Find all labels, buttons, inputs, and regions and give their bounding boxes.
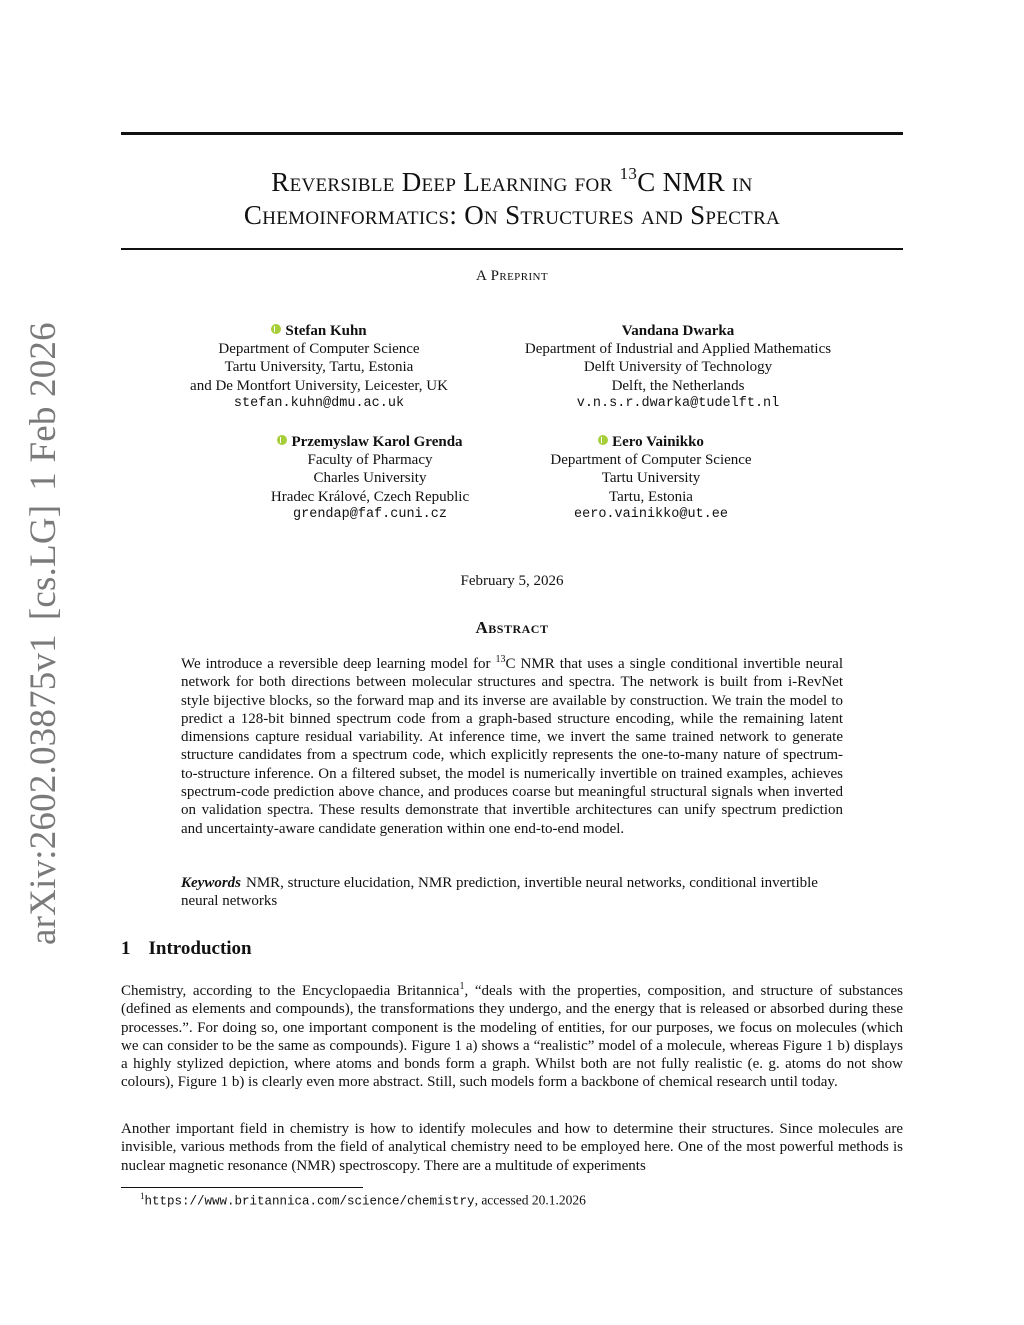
arxiv-id: arXiv:2602.03875v1	[23, 634, 64, 945]
footnote-rule	[121, 1187, 363, 1188]
arxiv-stamp	[22, 308, 65, 945]
footnote-number: 1	[140, 1191, 145, 1201]
author-affiliation: Tartu University, Tartu, Estonia	[224, 359, 414, 376]
section-title: Introduction	[148, 938, 252, 959]
author-email[interactable]: eero.vainikko@ut.ee	[574, 506, 728, 522]
author-name: Przemyslaw Karol Grenda	[291, 434, 463, 450]
author-affiliation: Department of Computer Science	[218, 341, 420, 358]
keywords-text: NMR, structure elucidation, NMR prediction, invertible neural networks, conditional invertible neural networks	[181, 875, 818, 910]
abstract-heading: Abstract	[475, 618, 549, 637]
intro-paragraph-2: Another important field in chemistry is how to identify molecules and how to determine their structures. Since molecules are invisible, various methods from the field of analytical chemistry need to be employed here. One of the most powerful methods is nuclear magnetic resonance (NMR) spectroscopy. There are a multitude of experiments	[121, 1121, 903, 1174]
author-affiliation: Charles University	[313, 470, 427, 487]
arxiv-date: 1 Feb 2026	[23, 322, 64, 491]
intro-paragraph-1	[121, 982, 903, 1092]
preprint-label: A Preprint	[476, 268, 548, 284]
title-rule-bottom	[121, 248, 903, 250]
footnote-url[interactable]: https://www.britannica.com/science/chemistry	[144, 1194, 475, 1209]
keywords	[181, 874, 843, 911]
abstract-text-pre: We introduce a reversible deep learning model for	[181, 656, 496, 672]
footnote-text: , accessed 20.1.2026	[474, 1192, 586, 1208]
author-affiliation: and De Montfort University, Leicester, UK	[190, 377, 448, 394]
keywords-label: Keywords	[181, 875, 241, 891]
author-affiliation: Department of Computer Science	[550, 452, 752, 469]
orcid-icon[interactable]	[277, 435, 287, 445]
author-email[interactable]: stefan.kuhn@dmu.ac.uk	[233, 395, 405, 411]
author-affiliation: Delft University of Technology	[583, 359, 773, 376]
title-line1-post: C NMR in	[637, 167, 753, 197]
author-affiliation: Hradec Králové, Czech Republic	[270, 488, 470, 505]
author-name: Eero Vainikko	[612, 434, 704, 450]
section-heading	[121, 938, 252, 960]
author-block-dwarka	[490, 322, 866, 413]
author-name: Vandana Dwarka	[621, 323, 735, 339]
author-block-grenda	[240, 433, 500, 524]
abstract-text	[181, 655, 843, 838]
abstract-text-post: C NMR that uses a single conditional invertible neural network for both directions between molecular structures and spectra. The network is built from i-RevNet style bijective blocks, so the forward map and its inverse are available by construction. We train the model to predict a 128-bit binned spectrum code from a graph-based structure encoding, while the remaining latent dimensions capture residual variability. At inference time, we invert the same trained network to generate structure candidates from a spectrum code, which explicitly represents the one-to-many nature of spectrum-to-structure inference. On a filtered subset, the model is numerically invertible on trained examples, achieves spectrum-code prediction above chance, and produces coarse but meaningful structural signals when inverted on validation spectra. These results demonstrate that invertible architectures can unify spectrum prediction and uncertainty-aware candidate generation within one end-to-end model.	[181, 656, 843, 837]
footnote	[140, 1191, 586, 1209]
para1-post: , “deals with the properties, composition, and structure of substances (defined as elements and compounds), the transformations they undergo, and the energy that is released or absorbed during these processes.”. For doing so, one important component is the modeling of entities, for our purposes, we focus on molecules (which we can consider to be the same as compounds). Figure 1 a) shows a “realistic” model of a molecule, whereas Figure 1 b) displays a highly stylized depiction, where atoms and bonds form a graph. Whilst both are not fully realistic (e. g. atoms do not show colours), Figure 1 b) is clearly even more abstract. Still, such models form a backbone of chemical research until today.	[121, 983, 903, 1091]
author-block-vainikko	[520, 433, 782, 524]
orcid-icon[interactable]	[271, 324, 281, 334]
author-affiliation: Tartu, Estonia	[609, 488, 693, 505]
author-name: Stefan Kuhn	[285, 323, 367, 339]
paper-title-line1	[121, 165, 903, 199]
title-rule-top	[121, 132, 903, 135]
title-superscript: 13	[619, 164, 638, 183]
author-email[interactable]: v.n.s.r.dwarka@tudelft.nl	[576, 395, 780, 411]
paper-title-line2: Chemoinformatics: On Structures and Spectra	[243, 200, 781, 230]
publication-date: February 5, 2026	[460, 573, 564, 589]
orcid-icon[interactable]	[598, 435, 608, 445]
abstract-superscript: 13	[495, 654, 506, 665]
arxiv-category: [cs.LG]	[23, 504, 64, 621]
footnote-marker[interactable]: 1	[459, 981, 465, 992]
author-affiliation: Delft, the Netherlands	[611, 377, 745, 394]
author-email[interactable]: grendap@faf.cuni.cz	[293, 506, 447, 522]
author-affiliation: Department of Industrial and Applied Mathematics	[524, 341, 832, 358]
author-affiliation: Faculty of Pharmacy	[307, 452, 433, 469]
title-line1-pre: Reversible Deep Learning for	[271, 167, 620, 197]
author-block-kuhn	[160, 322, 478, 413]
author-affiliation: Tartu University	[601, 470, 701, 487]
para1-pre: Chemistry, according to the Encyclopaedia Britannica	[121, 983, 460, 999]
section-number: 1	[121, 938, 131, 959]
